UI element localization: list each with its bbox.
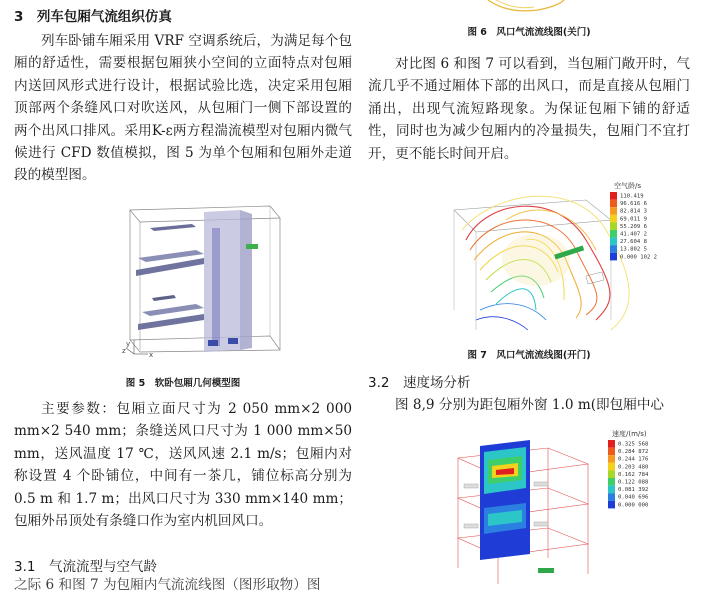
figure-8-legend-value: 0.081 392 [618, 487, 648, 493]
figure-8-legend-swatch [608, 493, 615, 501]
figure-7-legend-value: 96.616 6 [620, 201, 647, 207]
axis-x-label: x [149, 351, 153, 359]
figure-7-legend-value: 0.000 102 2 [620, 254, 657, 260]
figure-7-caption: 图 7 风口气流流线图(开门) [368, 347, 690, 361]
section-3-2-paragraph: 图 8,9 分别为距包厢外窗 1.0 m(即包厢中心 [368, 394, 690, 416]
figure-8-legend-value: 0.040 696 [618, 495, 648, 501]
figure-7-legend-swatch [610, 245, 617, 253]
figure-7-legend-swatch [610, 200, 617, 208]
figure-8-legend-value: 0.203 480 [618, 464, 648, 470]
figure-7-legend-swatch [610, 253, 617, 261]
section-3-2-heading: 3.2 速度场分析 [368, 372, 470, 394]
figure-7-comparison-paragraph: 对比图 6 和图 7 可以看到，当包厢门敞开时，气流几乎不通过厢体下部的出风口，而是直接从包厢门涌出，出现气流短路现象。为保证包厢下铺的舒适性，同时也为减少包厢内的冷量损失，包厢门不宜打开，更不能长时间开启。 [368, 53, 690, 165]
figure-7-legend-value: 69.011 9 [620, 216, 647, 222]
figure-8-legend-value: 0.284 872 [618, 449, 648, 455]
figure-8-legend-swatch [608, 448, 615, 456]
figure-5 [112, 200, 292, 372]
figure-7-legend-value: 110.419 [620, 194, 644, 200]
figure-8 [438, 428, 688, 584]
figure-8-legend [594, 428, 688, 518]
figure-7-legend-swatch [610, 215, 617, 223]
figure-7-legend-swatch [610, 192, 617, 200]
figure-8-legend-value: 0.244 176 [618, 457, 648, 463]
figure-8-legend-value: 0.162 784 [618, 472, 649, 478]
figure-6-caption: 图 6 风口气流流线图(关门) [368, 24, 690, 38]
section-3-1-heading: 3.1 气流流型与空气龄 [14, 556, 157, 578]
figure-6-remnant [468, 0, 578, 18]
figure-7-legend-title: 空气龄/s [614, 181, 641, 190]
axis-y-label: y [126, 340, 130, 348]
figure-8-legend-swatch [608, 440, 615, 448]
figure-8-legend-title: 速度/(m/s) [612, 429, 647, 438]
bottom-fragment-text: 之际 6 和图 7 为包厢内气流流线图（图形取物）图 [14, 574, 352, 596]
figure-7-legend-value: 13.802 5 [620, 247, 647, 253]
figure-8-legend-value: 0.122 088 [618, 480, 649, 486]
figure-7-legend-value: 82.814 3 [620, 209, 647, 215]
figure-8-legend-value: 0.325 568 [618, 442, 649, 448]
figure-8-legend-value: 0.000 000 [618, 502, 648, 508]
figure-8-legend-swatch [608, 501, 615, 509]
figure-7-legend-value: 27.604 8 [620, 239, 648, 245]
figure-7-legend-value: 41.407 2 [620, 232, 647, 238]
compartment-geometry-model [112, 200, 292, 360]
figure-7-legend-value: 55.209 6 [620, 224, 647, 230]
figure-8-legend-swatch [608, 455, 615, 463]
figure-7-legend [592, 180, 682, 270]
figure-8-legend-swatch [608, 463, 615, 471]
figure-8-legend-swatch [608, 486, 615, 494]
figure-8-legend-swatch [608, 470, 615, 478]
figure-7-legend-swatch [610, 230, 617, 238]
figure-7-legend-swatch [610, 222, 617, 230]
section-3-heading: 3 列车包厢气流组织仿真 [14, 6, 352, 28]
figure-7 [436, 180, 686, 340]
figure-7-legend-swatch [610, 238, 617, 246]
axis-z-label: z [122, 347, 126, 355]
parameters-paragraph: 主要参数：包厢立面尺寸为 2 050 mm×2 000 mm×2 540 mm；条缝送风口尺寸为 1 000 mm×50 mm，送风温度 17 ℃，送风风速 2.1 m/s；包厢内对称设置 4 个卧铺位，中间有一茶几，铺位标高分别为 0.5 m 和 1.7 m；出风口尺寸为 330 mm×140 mm；包厢外吊顶处有条缝口作为室内机回风口。 [14, 398, 352, 532]
figure-5-caption: 图 5 软卧包厢几何模型图 [14, 375, 352, 389]
figure-7-legend-swatch [610, 207, 617, 215]
section-3-paragraph: 列车卧铺车厢采用 VRF 空调系统后，为满足每个包厢的舒适性，需要根据包厢狭小空间的立面特点对包厢内送回风形式进行设计，根据试验比选，决定采用包厢顶部两个条缝风口对吹送风，从包厢门一侧下部设置的两个出风口排风。采用K-ε两方程湍流模型对包厢内微气候进行 CFD 数值模拟，图 5 为单个包厢和包厢外走道段的模型图。 [14, 30, 352, 187]
figure-8-legend-swatch [608, 478, 615, 486]
